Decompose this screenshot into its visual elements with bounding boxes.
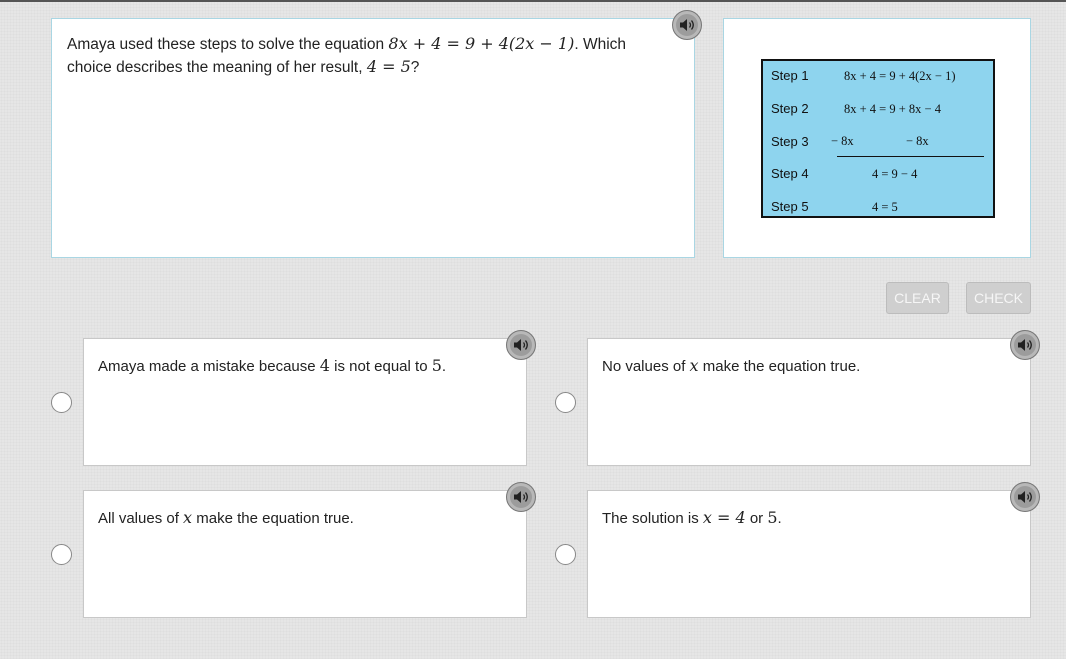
choice-text-part: All values of xyxy=(98,510,184,527)
choice-text-d xyxy=(602,508,782,527)
question-result: 4 = 5 xyxy=(366,57,411,76)
choice-audio-button-d[interactable] xyxy=(1010,482,1040,512)
choice-card-a[interactable] xyxy=(83,338,527,466)
choice-text-part: make the equation true. xyxy=(192,510,354,527)
step-label: Step 3 xyxy=(771,134,809,149)
choice-math: x xyxy=(689,356,699,375)
steps-image-card xyxy=(723,18,1031,258)
check-button[interactable]: CHECK xyxy=(966,282,1031,314)
speaker-icon xyxy=(1017,490,1033,504)
step-label: Step 1 xyxy=(771,68,809,83)
choice-radio-c[interactable] xyxy=(51,544,72,565)
choice-math: x = 4 xyxy=(702,508,746,527)
choice-text-part: No values of xyxy=(602,358,690,375)
choice-card-d[interactable] xyxy=(587,490,1031,618)
steps-table xyxy=(761,59,995,218)
choice-math: x xyxy=(183,508,193,527)
choice-radio-d[interactable] xyxy=(555,544,576,565)
choice-radio-b[interactable] xyxy=(555,392,576,413)
step-divider-line xyxy=(837,156,984,157)
choice-text-part: make the equation true. xyxy=(698,358,861,375)
choice-card-b[interactable] xyxy=(587,338,1031,466)
step-label: Step 4 xyxy=(771,166,809,181)
choice-card-c[interactable] xyxy=(83,490,527,618)
question-audio-button[interactable] xyxy=(672,10,702,40)
choice-radio-a[interactable] xyxy=(51,392,72,413)
step-label: Step 2 xyxy=(771,101,809,116)
speaker-icon xyxy=(513,338,529,352)
question-end: ? xyxy=(410,59,420,76)
speaker-icon xyxy=(679,18,695,32)
choice-math: 4 xyxy=(319,356,330,375)
step-expression: 8x + 4 = 9 + 8x − 4 xyxy=(844,102,941,116)
choice-text-part: or xyxy=(745,510,768,527)
clear-button[interactable]: CLEAR xyxy=(886,282,949,314)
question-card xyxy=(51,18,695,258)
question-mid: . Which choice describes the meaning of her result, xyxy=(67,36,627,76)
choice-math: 5 xyxy=(431,356,442,375)
choice-text-part: The solution is xyxy=(602,510,703,527)
question-equation: 8x + 4 = 9 + 4(2x − 1) xyxy=(388,34,575,53)
question-intro: Amaya used these steps to solve the equation xyxy=(67,36,389,53)
step-expression: 8x + 4 = 9 + 4(2x − 1) xyxy=(844,69,956,83)
choice-text-a xyxy=(98,356,446,375)
choice-text-part: Amaya made a mistake because xyxy=(98,358,320,375)
choice-text-b xyxy=(602,356,860,375)
choice-audio-button-a[interactable] xyxy=(506,330,536,360)
choice-text-c xyxy=(98,508,354,527)
step-expression: 4 = 9 − 4 xyxy=(872,167,918,181)
choice-math: 5 xyxy=(767,508,778,527)
step-label: Step 5 xyxy=(771,199,809,214)
choice-audio-button-b[interactable] xyxy=(1010,330,1040,360)
choice-text-part: . xyxy=(441,358,447,375)
speaker-icon xyxy=(513,490,529,504)
choice-audio-button-c[interactable] xyxy=(506,482,536,512)
step-expression-left: − 8x xyxy=(831,134,854,148)
question-text xyxy=(67,33,667,79)
step-expression: 4 = 5 xyxy=(872,200,898,214)
choice-text-part: is not equal to xyxy=(329,358,432,375)
step-expression-right: − 8x xyxy=(906,134,929,148)
speaker-icon xyxy=(1017,338,1033,352)
top-border xyxy=(0,0,1066,2)
choice-text-part: . xyxy=(777,510,782,527)
